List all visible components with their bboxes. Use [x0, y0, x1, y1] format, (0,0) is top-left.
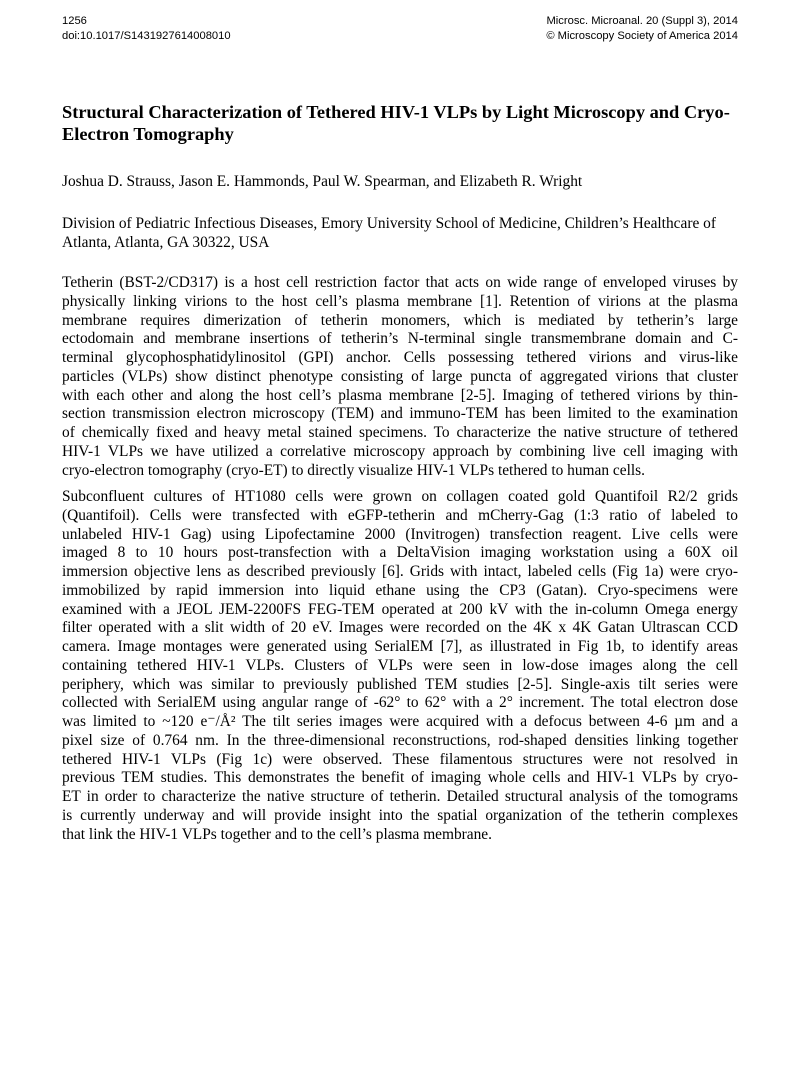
authors: Joshua D. Strauss, Jason E. Hammonds, Paul W. Spearman, and Elizabeth R. Wright	[62, 173, 583, 190]
text-line: that link the HIV-1 VLPs together and to the cell’s plasma membrane.	[62, 825, 492, 843]
text-line: tethered HIV-1 VLPs (Fig 1c) were observed. These filamentous structures were not resolved in	[62, 750, 738, 768]
text-line: is currently underway and will provide insight into the spatial organization of the tetherin complexes	[62, 806, 738, 824]
text-line: containing tethered HIV-1 VLPs. Clusters of VLPs were seen in low-dose images along the cell	[62, 656, 738, 674]
text-line: section transmission electron microscopy (TEM) and immuno-TEM has been limited to the examination	[62, 405, 738, 423]
text-line: immobilized by rapid immersion into liquid ethane using the CP3 (Gatan). Cryo-specimens were	[62, 581, 738, 599]
text-line: previous TEM studies. This demonstrates the benefit of imaging whole cells and HIV-1 VLPs by cryo-	[62, 769, 738, 787]
paper-title: Structural Characterization of Tethered HIV-1 VLPs by Light Microscopy and Cryo-Electron Tomography	[62, 102, 730, 144]
text-line: Tetherin (BST-2/CD317) is a host cell restriction factor that acts on wide range of enveloped viruses by	[62, 274, 738, 291]
paragraph-methods-results	[62, 488, 738, 844]
text-line: examined with a JEOL JEM-2200FS FEG-TEM operated at 200 kV with the in-column Omega energy	[62, 600, 738, 618]
paragraph-introduction	[62, 274, 738, 480]
header-left	[62, 14, 231, 43]
text-line: camera. Image montages were generated using SerialEM [7], as illustrated in Fig 1b, to identify areas	[62, 638, 738, 655]
text-line: was limited to ~120 e⁻/Å² The tilt series images were acquired with a defocus between 4-6 µm and a	[62, 713, 738, 730]
text-line: Subconfluent cultures of HT1080 cells were grown on collagen coated gold Quantifoil R2/2 grids	[62, 488, 738, 505]
text-line: filter operated with a slit width of 20 eV. Images were recorded on the 4K x 4K Gatan Ultrascan CCD	[62, 619, 738, 637]
text-line: ET in order to characterize the native structure of tetherin. Detailed structural analysis of the tomograms	[62, 788, 738, 805]
copyright: © Microscopy Society of America 2014	[546, 29, 738, 42]
text-line: physically linking virions to the host cell’s plasma membrane [1]. Retention of virions at the plasma	[62, 292, 738, 310]
text-line: (Quantifoil). Cells were transfected with eGFP-tetherin and mCherry-Gag (1:3 ratio of labeled to	[62, 506, 738, 524]
text-line: membrane requires dimerization of tetherin monomers, which is mediated by tetherin’s large	[62, 311, 738, 329]
header-right	[546, 14, 738, 43]
text-line: pixel size of 0.764 nm. In the three-dimensional reconstructions, rod-shaped densities linking together	[62, 731, 738, 749]
text-line: cryo-electron tomography (cryo-ET) to directly visualize HIV-1 VLPs tethered to human cells.	[62, 461, 645, 479]
doi: doi:10.1017/S1431927614008010	[62, 29, 231, 42]
text-line: terminal glycophosphatidylinositol (GPI) anchor. Cells possessing tethered virions and virus-like	[62, 349, 738, 366]
text-line: ectodomain and membrane insertions of tetherin’s N-terminal single transmembrane domain and C-	[62, 330, 738, 348]
journal-citation: Microsc. Microanal. 20 (Suppl 3), 2014	[546, 15, 738, 27]
text-line: with each other and along the host cell’s plasma membrane [2-5]. Imaging of tethered virions by thin-	[62, 386, 738, 404]
affiliation: Division of Pediatric Infectious Diseases, Emory University School of Medicine, Children’s Healthcare of Atlanta, Atlanta, GA 30322, USA	[62, 215, 716, 251]
text-line: collected with SerialEM using angular range of -62° to 62° with a 2° increment. The total electron dose	[62, 694, 738, 712]
page-number: 1256	[62, 15, 87, 27]
text-line: HIV-1 VLPs we have utilized a correlative microscopy approach by combining live cell imaging with	[62, 442, 738, 460]
text-line: particles (VLPs) show distinct phenotype consisting of large puncta of aggregated virions that cluster	[62, 367, 738, 385]
text-line: immersion objective lens as described previously [6]. Grids with intact, labeled cells (Fig 1a) were cryo-	[62, 563, 738, 580]
text-line: imaged 8 to 10 hours post-transfection with a DeltaVision imaging workstation using a 60X oil	[62, 544, 738, 562]
text-line: unlabeled HIV-1 Gag) using Lipofectamine 2000 (Invitrogen) transfection reagent. Live cells were	[62, 525, 738, 543]
text-line: of chemically fixed and heavy metal stained specimens. To characterize the native structure of tethered	[62, 424, 738, 441]
text-line: periphery, which was similar to previously published TEM studies [2-5]. Single-axis tilt series were	[62, 675, 738, 693]
